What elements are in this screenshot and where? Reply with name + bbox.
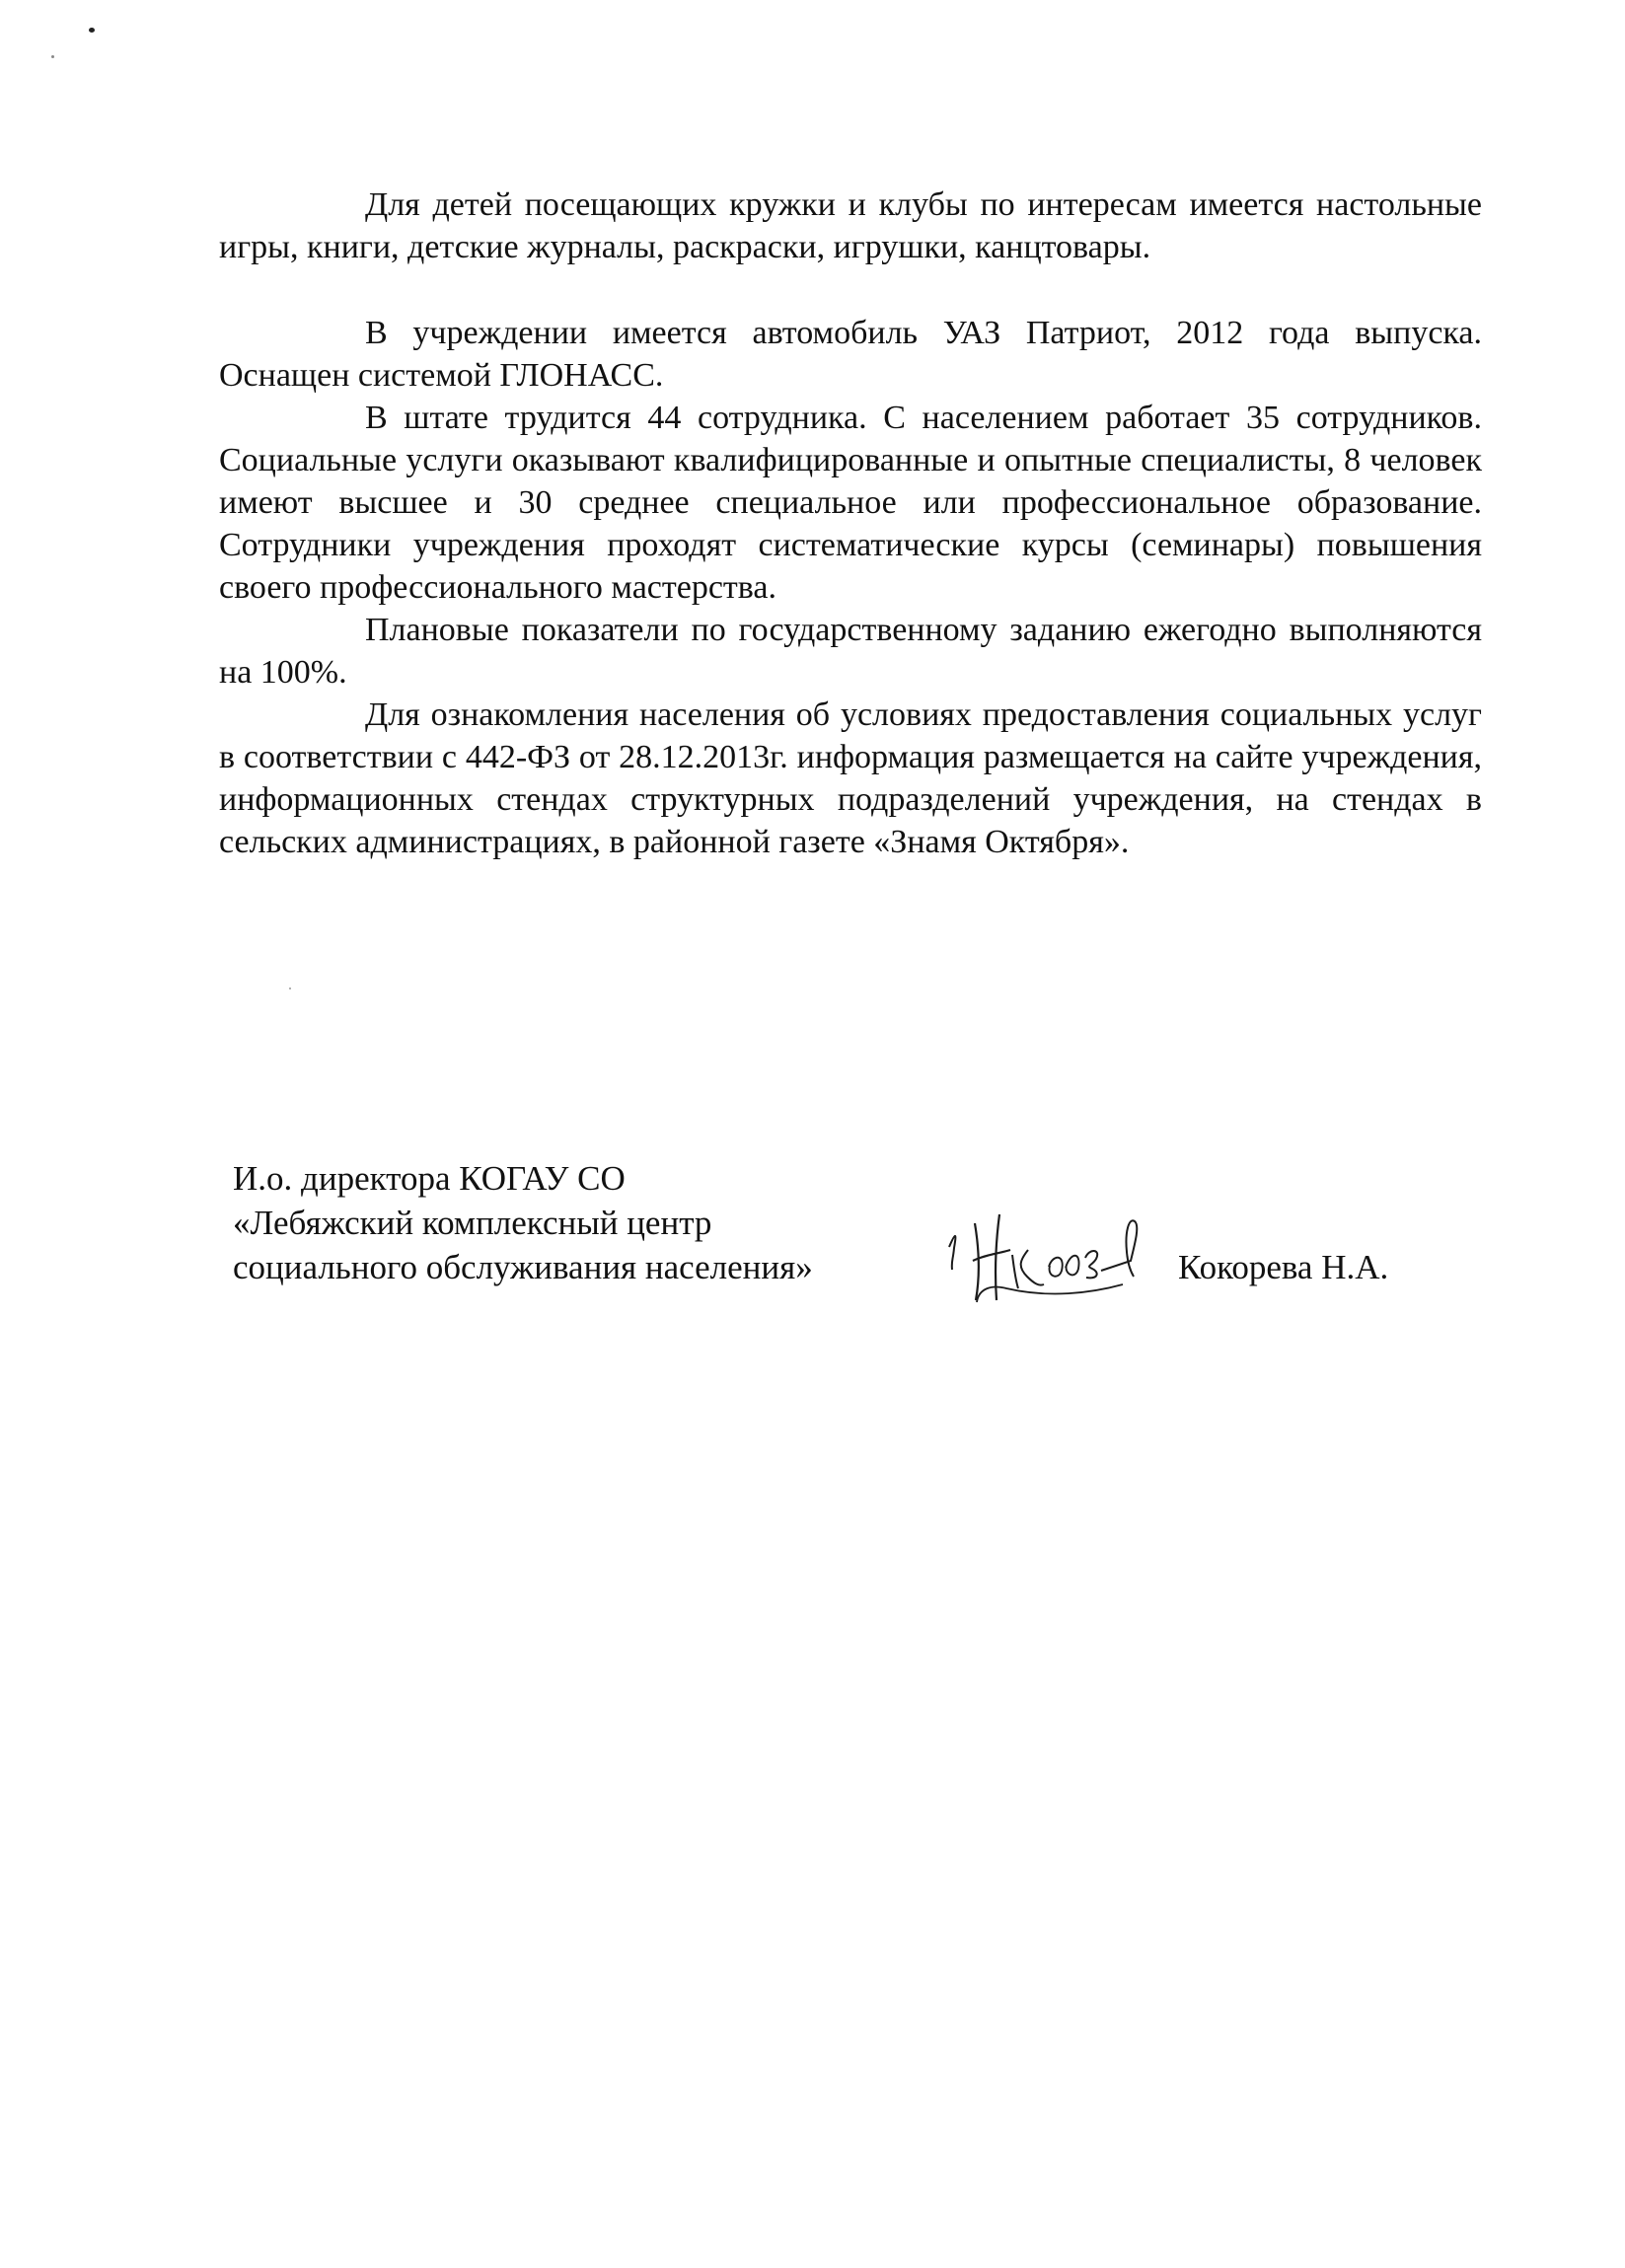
paragraph-public-information: Для ознакомления населения об условиях предоставления социальных услуг в соответствии с 442-ФЗ от 28.12.2013г. информация размещается на сайте учреждения, информационных стендах структурных подразделений учреждения, на стендах в сельских администрациях, в районной газете «Знамя Октября».	[219, 696, 1482, 860]
paragraph-vehicle: В учреждении имеется автомобиль УАЗ Патриот, 2012 года выпуска. Оснащен системой ГЛОНАСС.	[219, 315, 1482, 394]
signer-organization-line: социального обслуживания населения»	[233, 1248, 813, 1286]
handwritten-signature	[937, 1206, 1154, 1314]
scan-mark	[289, 988, 291, 989]
signature-block	[233, 1156, 813, 1289]
paragraph-staff: В штате трудится 44 сотрудника. С населением работает 35 сотрудников. Социальные услуги оказывают квалифицированные и опытные специалисты, 8 человек имеют высшее и 30 среднее специальное или профессиональное образование. Сотрудники учреждения проходят систематические курсы (семинары) повышения своего профессионального мастерства.	[219, 400, 1482, 606]
scan-mark	[51, 55, 54, 58]
scan-mark	[89, 28, 95, 33]
paragraph-hobby-groups: Для детей посещающих кружки и клубы по интересам имеется настольные игры, книги, детские журналы, раскраски, игрушки, канцтовары.	[219, 186, 1482, 265]
signer-organization-line: «Лебяжский комплексный центр	[233, 1204, 712, 1242]
signer-name: Кокорева Н.А.	[1178, 1248, 1389, 1286]
paragraph-performance: Плановые показатели по государственному заданию ежегодно выполняются на 100%.	[219, 612, 1482, 691]
signer-position-line: И.о. директора КОГАУ СО	[233, 1159, 626, 1198]
document-body	[219, 183, 1482, 863]
